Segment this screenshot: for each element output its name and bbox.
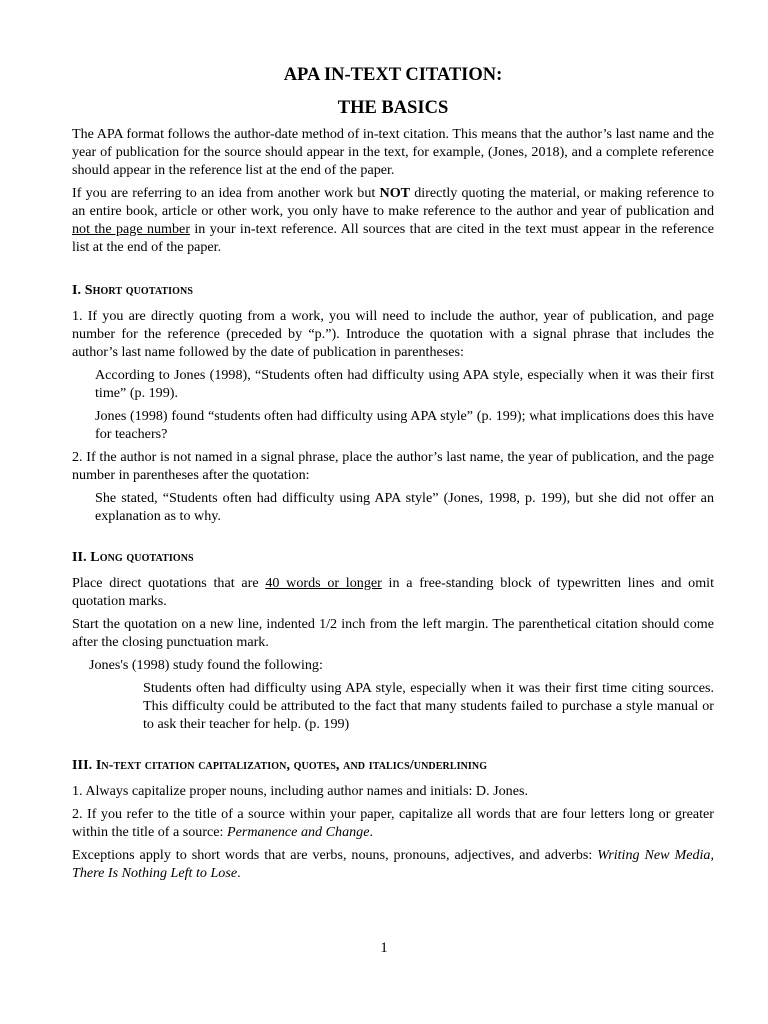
block-quote-intro: Jones's (1998) study found the following: [89, 657, 323, 673]
section-heading-short-quotations: I. Short quotations [72, 283, 194, 298]
intro-paragraph-2 [72, 184, 714, 256]
text-run: . [237, 865, 241, 881]
text-run: in your in-text reference. All sources that are cited in the text must appear in the reference list at the end of the paper. [72, 221, 714, 255]
intro-paragraph-1: The APA format follows the author-date method of in-text citation. This means that the author’s last name and the year of publication for the source should appear in the text, for example, (Jones, 2018), and a complete reference should appear in the reference list at the end of the paper. [72, 126, 714, 178]
text-run: Exceptions apply to short words that are verbs, nouns, pronouns, adjectives, and adverbs: [72, 847, 598, 863]
page-number: 1 [380, 940, 388, 956]
section2-paragraph-2: Start the quotation on a new line, indented 1/2 inch from the left margin. The parenthetical citation should come after the closing punctuation mark. [72, 616, 714, 650]
page-title: APA IN-TEXT CITATION: [283, 65, 503, 85]
text-run: . [369, 824, 373, 840]
section-heading-capitalization: III. In-text citation capitalization, quotes, and italics/underlining [72, 758, 488, 773]
example-quote-1: According to Jones (1998), “Students often had difficulty using APA style, especially when it was their first time” (p. 199). [95, 367, 714, 401]
page-subtitle: THE BASICS [337, 98, 449, 118]
section1-paragraph-2: 2. If the author is not named in a signal phrase, place the author’s last name, the year of publication, and the page number in parentheses after the quotation: [72, 449, 714, 483]
example-quote-2: Jones (1998) found “students often had difficulty using APA style” (p. 199); what implications does this have for teachers? [95, 408, 714, 442]
example-quote-3: She stated, “Students often had difficulty using APA style” (Jones, 1998, p. 199), but she did not offer an explanation as to why. [95, 490, 714, 524]
underlined-text: not the page number [72, 221, 191, 237]
block-quote: Students often had difficulty using APA style, especially when it was their first time citing sources. This difficulty could be attributed to the fact that many students failed to purchase a style manual or to ask their teacher for help. (p. 199) [143, 680, 714, 732]
text-run: If you are referring to an idea from another work but [72, 185, 380, 201]
text-run: directly quoting the material, or making reference to an entire book, article or other work, you only have to make reference to the author and year of publication and [72, 185, 715, 219]
italic-title: Permanence and Change [227, 824, 370, 840]
text-run: 2. If you refer to the title of a source within your paper, capitalize all words that are four letters long or greater within the title of a source: [72, 806, 714, 840]
underlined-text: 40 words or longer [265, 575, 382, 591]
document-page [72, 64, 714, 887]
bold-text: NOT [379, 185, 411, 201]
section1-paragraph-1: 1. If you are directly quoting from a work, you will need to include the author, year of publication, and page number for the reference (preceded by “p.”). Introduce the quotation with a signal phrase that includes the author’s last name followed by the date of publication in parentheses: [72, 308, 714, 360]
section2-paragraph-1 [72, 574, 714, 610]
section3-paragraph-3 [72, 846, 714, 882]
section-heading-long-quotations: II. Long quotations [72, 550, 194, 565]
italic-title: Writing New Media, There Is Nothing Left to Lose [72, 847, 714, 881]
text-run: Place direct quotations that are [72, 575, 266, 591]
text-run: in a free-standing block of typewritten lines and omit quotation marks. [72, 575, 715, 609]
section3-paragraph-2 [72, 805, 714, 841]
section3-paragraph-1: 1. Always capitalize proper nouns, including author names and initials: D. Jones. [72, 783, 528, 799]
